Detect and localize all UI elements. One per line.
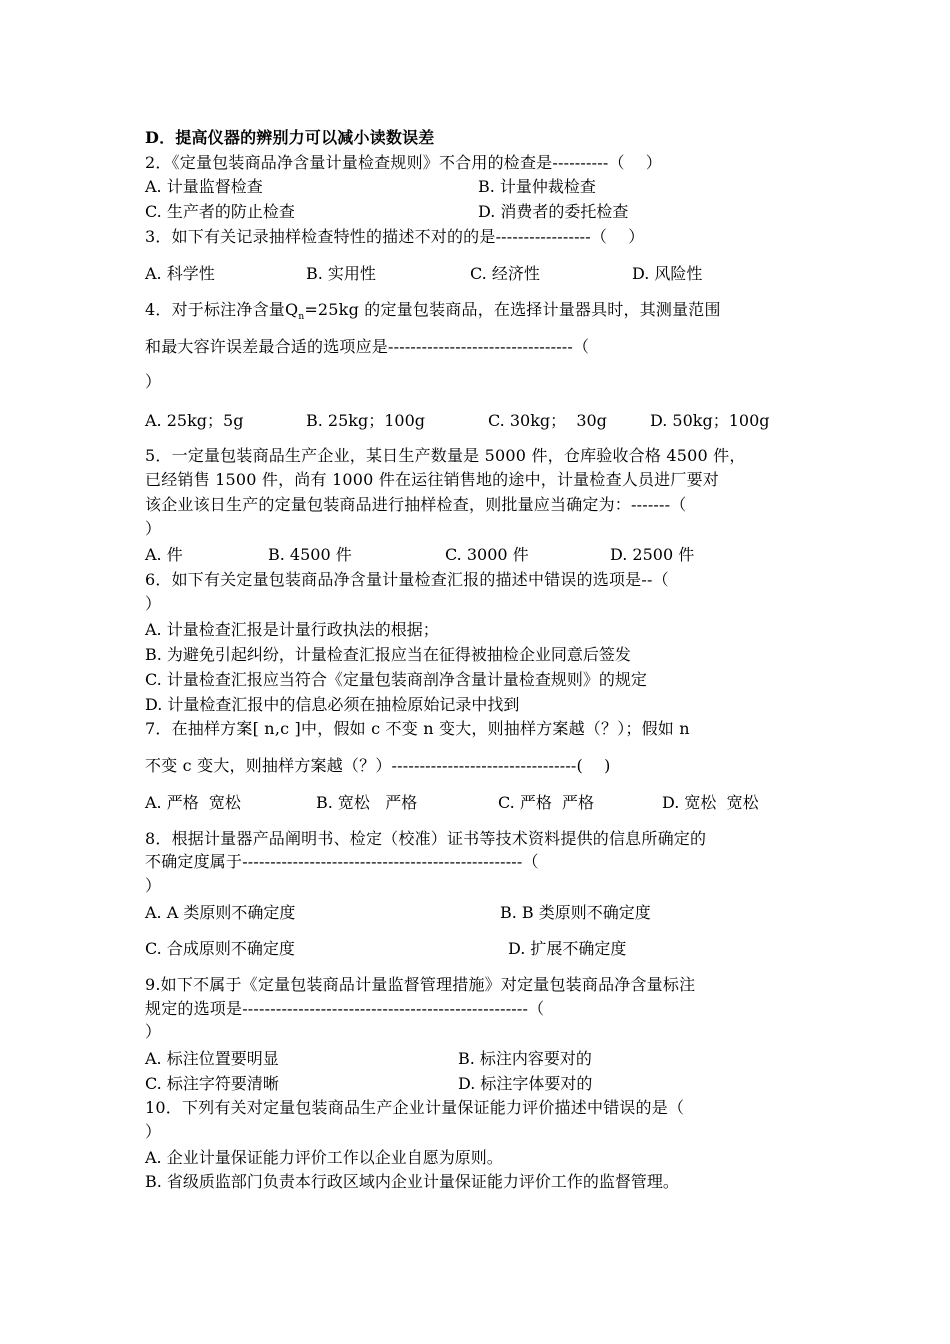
q2-option-d: D. 消费者的委托检查 [478,202,629,221]
question-6-line-2: ） [145,594,162,613]
q7-option-c: C. 严格 严格 [498,793,595,812]
question-8-line-2: 不确定度属于--------------------------------------------------（ [145,852,539,871]
question-5-line-2: 已经销售 1500 件，尚有 1000 件在运往销售地的途中，计量检查人员进厂要对 [145,470,719,489]
q7-option-a: A. 严格 宽松 [145,793,241,812]
q3-option-c: C. 经济性 [470,264,540,283]
question-6-line-1: 6．如下有关定量包装商品净含量计量检查汇报的描述中错误的选项是--（ [145,570,669,589]
q9-option-a: A. 标注位置要明显 [145,1049,279,1068]
question-5-line-4: ） [145,519,162,538]
q4-option-c: C. 30kg； 30g [488,411,607,430]
q8-option-b: B. B 类原则不确定度 [500,903,651,922]
q4-text-a: 4．对于标注净含量Q [145,300,299,319]
question-10-line-1: 10．下列有关对定量包装商品生产企业计量保证能力评价描述中错误的是（ [145,1098,685,1117]
q4-text-b: =25kg 的定量包装商品，在选择计量器具时，其测量范围 [304,300,721,319]
question-2: 2．《定量包装商品净含量计量检查规则》不合用的检查是----------（ ） [145,153,662,172]
q6-option-d: D. 计量检查汇报中的信息必须在抽检原始记录中找到 [145,695,520,714]
q6-option-c: C. 计量检查汇报应当符合《定量包装商剖净含量计量检查规则》的规定 [145,670,647,689]
q3-option-b: B. 实用性 [306,264,376,283]
q6-option-b: B. 为避免引起纠纷，计量检查汇报应当在征得被抽检企业同意后签发 [145,645,631,664]
question-9-line-1: 9.如下不属于《定量包装商品计量监督管理措施》对定量包装商品净含量标注 [145,975,696,994]
q5-option-a: A. 件 [145,545,183,564]
q7-option-b: B. 宽松 严格 [316,793,418,812]
q4-option-a: A. 25kg；5g [145,411,244,430]
question-5-line-1: 5．一定量包装商品生产企业，某日生产数量是 5000 件，仓库验收合格 4500 件， [145,446,746,465]
q3-option-a: A. 科学性 [145,264,215,283]
question-4-line-3: ） [145,372,162,391]
q4-option-b: B. 25kg；100g [306,411,426,430]
q2-option-c: C. 生产者的防止检查 [145,202,295,221]
q2-option-b: B. 计量仲裁检查 [478,177,596,196]
q9-option-c: C. 标注字符要清晰 [145,1074,279,1093]
question-5-line-3: 该企业该日生产的定量包装商品进行抽样检查，则批量应当确定为：-------（ [145,495,687,514]
q9-option-b: B. 标注内容要对的 [458,1049,592,1068]
question-4-line-2: 和最大容许误差最合适的选项应是---------------------------------（ [145,337,590,356]
question-8-line-3: ） [145,876,162,895]
q6-option-a: A. 计量检查汇报是计量行政执法的根据； [145,620,439,639]
q2-option-a: A. 计量监督检查 [145,177,263,196]
q7-option-d: D. 宽松 宽松 [662,793,759,812]
q5-option-d: D. 2500 件 [610,545,695,564]
question-9-line-3: ） [145,1022,162,1041]
q4-subscript: n [298,312,305,323]
q8-option-d: D. 扩展不确定度 [508,939,627,958]
q5-option-b: B. 4500 件 [268,545,352,564]
question-9-line-2: 规定的选项是---------------------------------------------------（ [145,999,545,1018]
q-prev-option-d: D．提高仪器的辨别力可以减小读数误差 [145,128,435,147]
question-10-line-2: ） [145,1122,162,1141]
q5-option-c: C. 3000 件 [445,545,529,564]
q10-option-b: B. 省级质监部门负责本行政区域内企业计量保证能力评价工作的监督管理。 [145,1172,679,1191]
question-7-line-1: 7．在抽样方案[ n,c ]中，假如 c 不变 n 变大，则抽样方案越（？）；假如 n [145,719,690,738]
question-4-line-1 [145,300,721,327]
question-3: 3．如下有关记录抽样检查特性的描述不对的的是-----------------（ ） [145,227,645,246]
q10-option-a: A. 企业计量保证能力评价工作以企业自愿为原则。 [145,1148,503,1167]
question-7-line-2: 不变 c 变大，则抽样方案越（？）---------------------------------( ) [145,756,611,775]
q8-option-c: C. 合成原则不确定度 [145,939,295,958]
q3-option-d: D. 风险性 [632,264,703,283]
question-8-line-1: 8．根据计量器产品阐明书、检定（校准）证书等技术资料提供的信息所确定的 [145,829,707,848]
q9-option-d: D. 标注字体要对的 [458,1074,593,1093]
q4-option-d: D. 50kg；100g [650,411,770,430]
q8-option-a: A. A 类原则不确定度 [145,903,296,922]
